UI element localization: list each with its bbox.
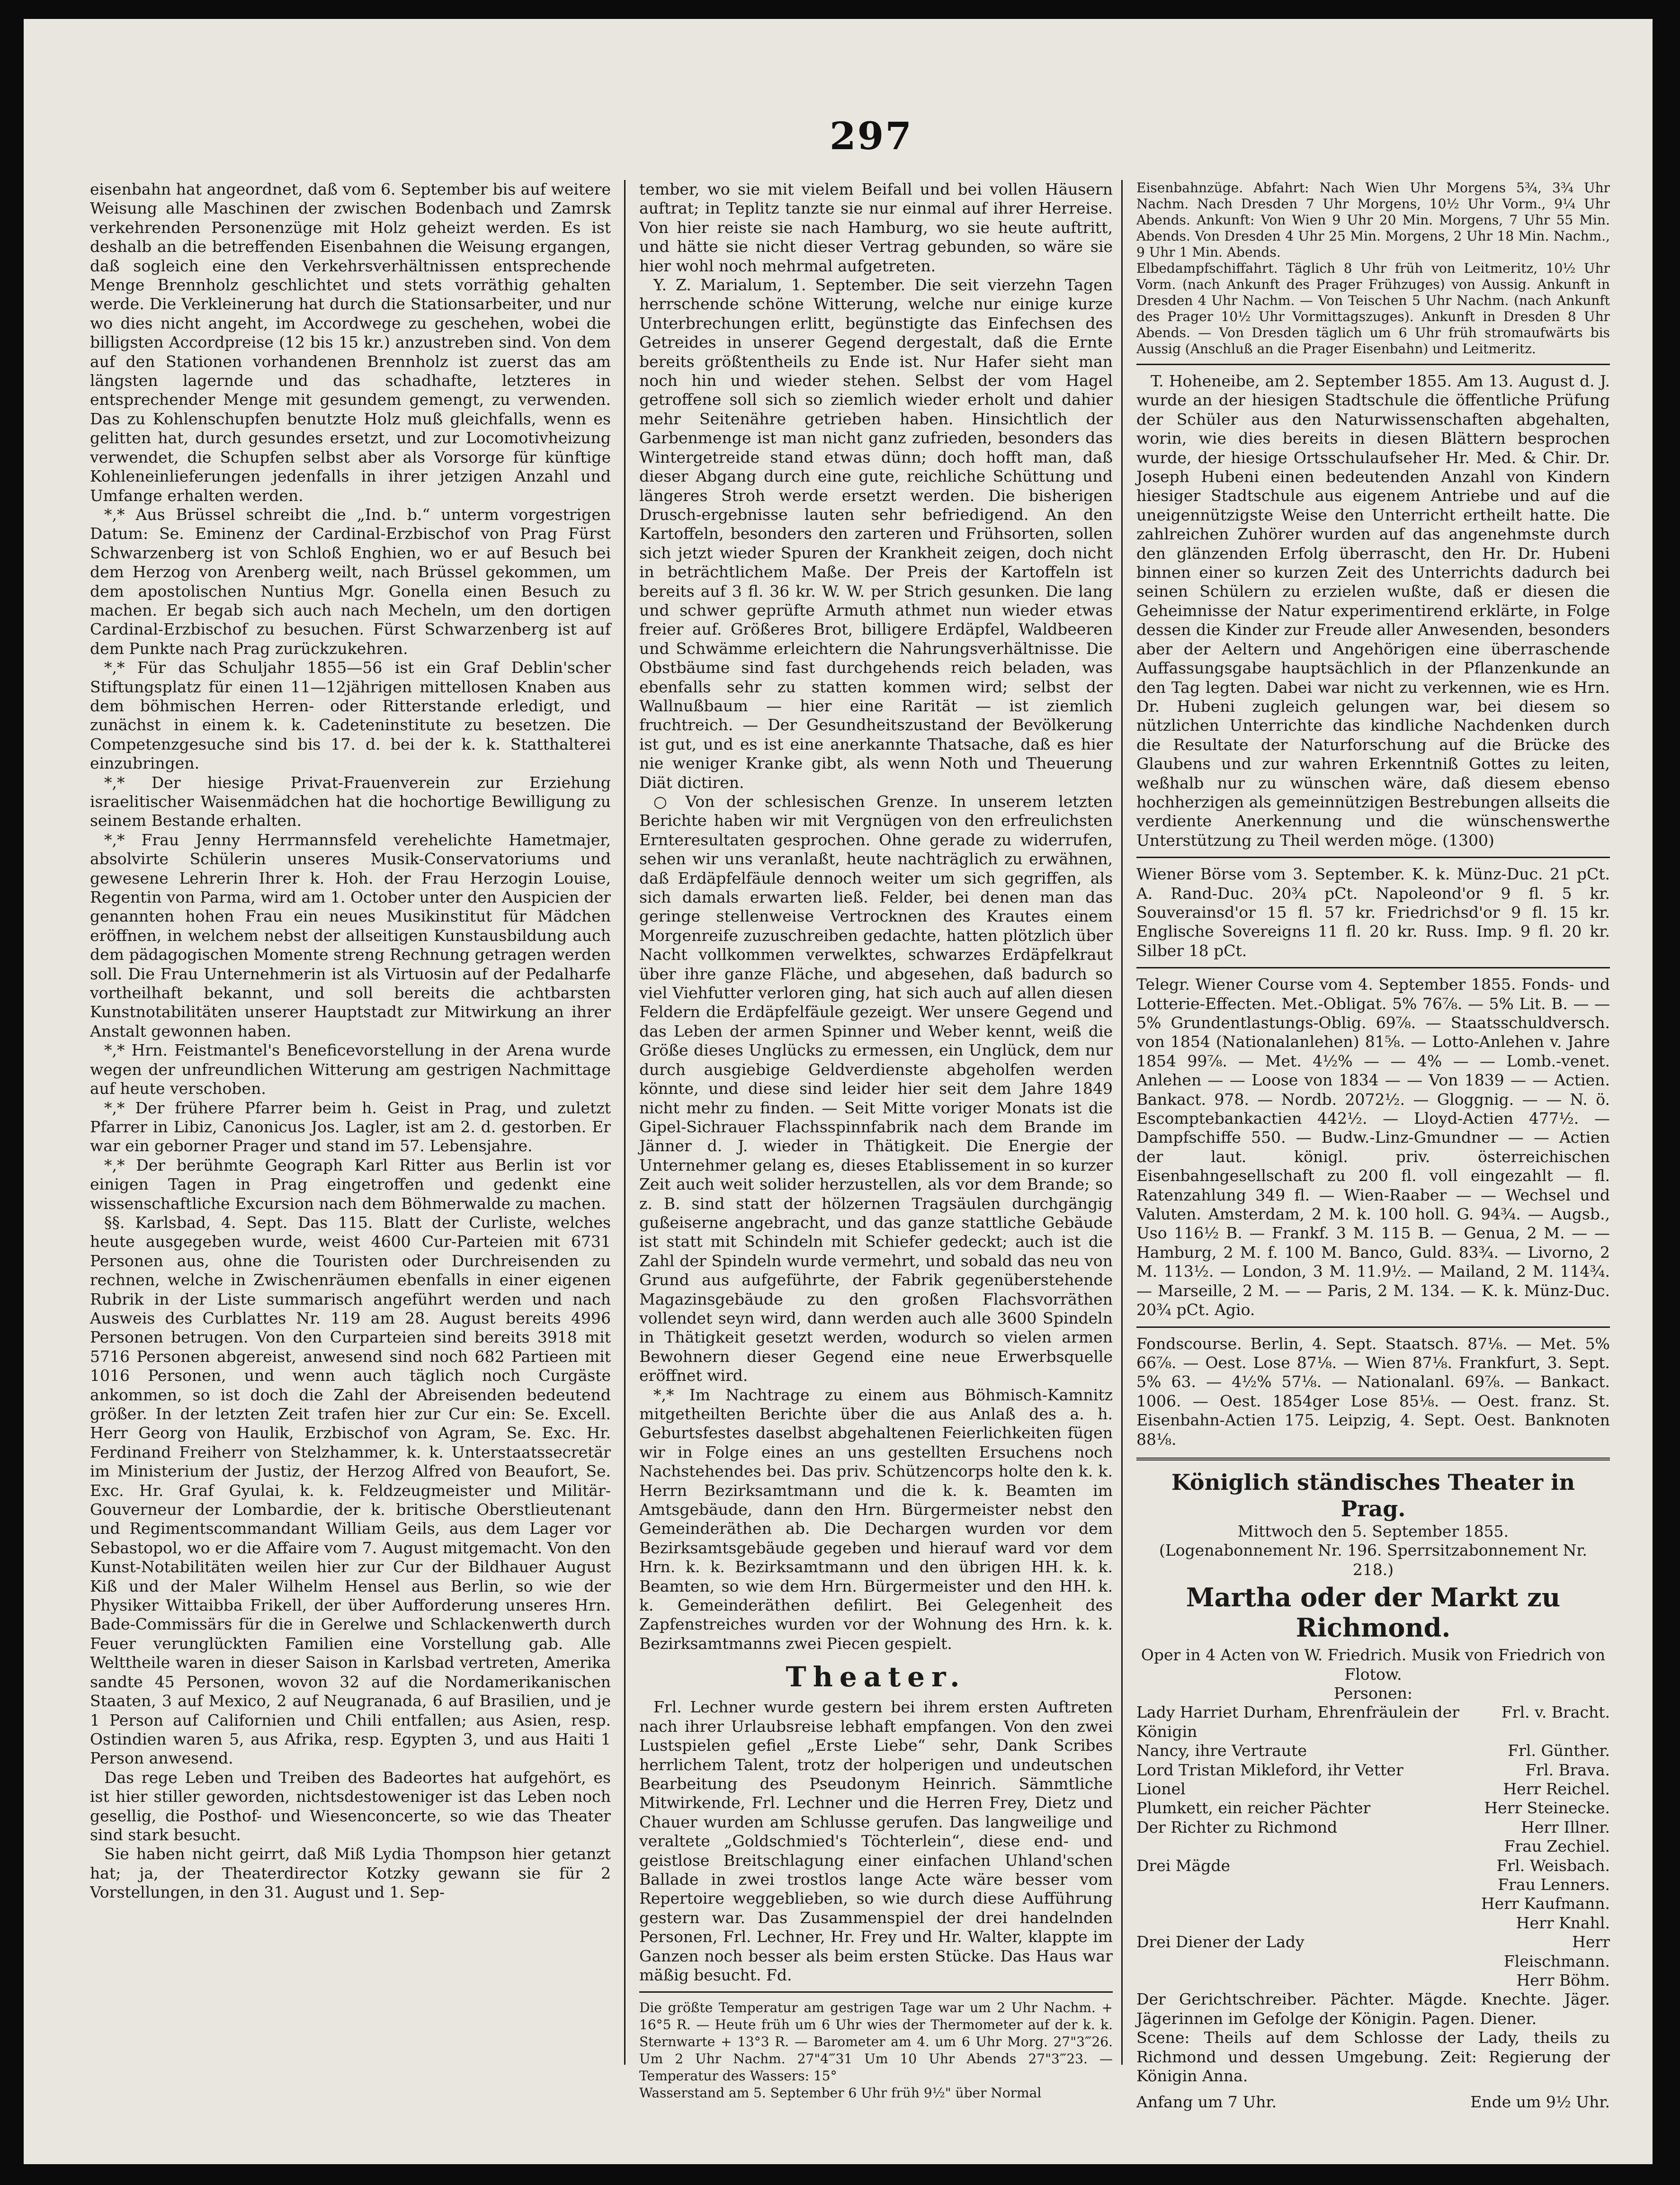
cast-row [1136, 1818, 1610, 1837]
column-right [1136, 180, 1610, 2111]
cast-role: Drei Diener der Lady [1136, 1933, 1305, 1952]
cast-row [1136, 1971, 1610, 1990]
cast-performer: Herr Fleischmann. [1503, 1933, 1610, 1970]
cast-role: Drei Mägde [1136, 1856, 1231, 1875]
cast-row [1136, 1837, 1610, 1856]
section-heading-theater: Theater. [786, 1661, 966, 1693]
cast-row [1136, 1799, 1610, 1818]
cast-row [1136, 1703, 1610, 1741]
cast-performer: Herr Böhm. [1516, 1971, 1610, 1990]
cast-role: Plumkett, ein reicher Pächter [1136, 1799, 1371, 1818]
article-paragraph: tember, wo sie mit vielem Beifall und bei vollen Häusern auftrat; in Teplitz tanzte sie nur einmal auf ihrer Herreise. Von hier reiste sie nach Hamburg, wo sie heute auftritt, und hätte sie nicht dieser Vertrag gebunden, so wäre sie hier wohl noch mehrmal aufgetreten. [639, 180, 1113, 275]
cast-performer: Frl. Weisbach. [1496, 1856, 1610, 1875]
page-number: 297 [830, 114, 913, 158]
cast-row [1136, 1780, 1610, 1799]
telegraph-courses: Telegr. Wiener Course vom 4. September 1855. Fonds- und Lotterie-Effecten. Met.-Obligat. 5% 76⅞. — 5% Lit. B. — — 5% Grundentlastungs-Oblig. 69⅞. — Staatsschuldversch. von 1854 (Nationalanlehen) 81⅝. — Lotto-Anlehen v. Jahre 1854 99⅞. — Met. 4½% — — 4% — — Lomb.-venet. Anlehen — — Loose von 1834 — — Von 1839 — — Actien. Bankact. 978. — Nordb. 2072½. — Gloggnig. — — N. ö. Escomptebankactien 442½. — Lloyd-Actien 477½. — Dampfschiffe 550. — Budw.-Linz-Gmundner — — Actien der laut. königl. priv. österreichischen Eisenbahngesellschaft zu 200 fl. voll eingezahlt — fl. Ratenzahlung 349 fl. — Wien-Raaber — — Wechsel und Valuten. Amsterdam, 2 M. k. 100 holl. G. 94¾. — Augsb., Uso 116½ B. — Frankf. 3 M. 115 B. — Genua, 2 M. — — Hamburg, 2 M. f. 100 M. Banco, Guld. 83¾. — Livorno, 2 M. 113½. — London, 3 M. 11.9½. — Mailand, 2 M. 114¾. — Marseille, 2 M. — — Paris, 2 M. 134. — K. k. Münz-Duc. 20¾ pCt. Agio. [1136, 975, 1610, 1319]
cast-performer: Herr Reichel. [1503, 1780, 1610, 1798]
article-paragraph: Das rege Leben und Treiben des Badeortes hat aufgehört, es ist hier stiller geworden, nichtsdestoweniger ist das Leben noch gesellig, die Posthof- und Wiesenconcerte, so wie das Theater sind stark besucht. [90, 1768, 611, 1844]
boerse-report: Wiener Börse vom 3. September. K. k. Münz-Duc. 21 pCt. A. Rand-Duc. 20¾ pCt. Napoleond'or 9 fl. 5 kr. Souverainsd'or 15 fl. 57 kr. Friedrichsd'or 9 fl. 15 kr. Englische Sovereigns 11 fl. 20 kr. Russ. Imp. 9 fl. 20 kr. Silber 18 pCt. [1136, 865, 1610, 960]
article-paragraph: ○ Von der schlesischen Grenze. In unserem letzten Berichte haben wir mit Vergnügen von den erfreulichsten Ernteresultaten gesprochen. Ohne gerade zu widerrufen, sehen wir uns veranlaßt, heute nachträglich zu erwähnen, daß Erdäpfelfäule dennoch weiter um sich gegriffen, als sich damals erwarten ließ. Felder, bei denen man das geringe stellenweise Vertrocknen des Krautes einem Morgenreife zuzuschreiben gedachte, hatten plötzlich über Nacht vollkommen verwelktes, schwarzes Erdäpfelkraut über ihre ganze Fläche, und abgesehen, daß badurch so viel Viehfutter verloren ging, hat sich auch auf allen diesen Feldern die Erdäpfelfäule gezeigt. Wer unsere Gegend und das Leben der armen Spinner und Weber kennt, weiß die Größe dieses Unglücks zu ermessen, ein Unglück, dem nur durch ausgiebige Geldverdienste abgeholfen werden könnte, und diese sind leider hier seit dem Jahre 1849 nicht mehr zu finden. — Seit Mitte voriger Monats ist die Gipel-Sichrauer Flachsspinnfabrik nach dem Brande im Jänner d. J. wieder in Thätigkeit. Die Energie der Unternehmer gelang es, dieses Etablissement in so kurzer Zeit auch weit solider herzustellen, als vor dem Brande; so z. B. sind statt der hölzernen Tragsäulen durchgängig gußeiserne angebracht, und das ganze stattliche Gebäude ist statt mit Schindeln mit Schiefer gedeckt; auch ist die Zahl der Spindeln wurde vermehrt, und sobald das neu von Grund aus aufgeführte, der Fabrik gegenüberstehende Magazinsgebäude zu den großen Flachsvorräthen vollendet seyn wird, dann werden auch alle 3600 Spindeln in Thätigkeit gesetzt werden, wodurch so vielen armen Bewohnern dieser Gegend eine neue Erwerbsquelle eröffnet wird. [639, 792, 1113, 1385]
divider [1136, 967, 1610, 968]
divider [639, 1991, 1113, 1993]
cast-row [1136, 1894, 1610, 1913]
article-paragraph: eisenbahn hat angeordnet, daß vom 6. September bis auf weitere Weisung alle Maschinen der zwischen Bodenbach und Zamrsk verkehrenden Personenzüge mit Holz geheizt werden. Es ist deshalb an die betreffenden Eisenbahnen die Weisung ergangen, daß sogleich eine den Verkehrsverhältnissen entsprechende Menge Brennholz geschlichtet und stets vorräthig gehalten werde. Die Verkleinerung hat durch die Stationsarbeiter, und nur wo dies nicht angeht, im Accordwege zu geschehen, wobei die billigsten Accordpreise (12 bis 15 kr.) anzustreben sind. Von dem auf den Stationen vorhandenen Brennholz ist zuerst das am längsten lagernde und das schadhafte, letzteres in entsprechender Menge mit gesundem gemengt, zu verwenden. Das zu Kohlenschupfen benutzte Holz muß gleichfalls, wenn es gelitten hat, durch gesundes ersetzt, und zur Locomotivheizung verwendet, die Schupfen selbst aber als Vorsorge für künftige Kohleneinlieferungen jedenfalls in ihrer jetzigen Anzahl und Umfange erhalten werden. [90, 180, 611, 505]
article-paragraph: *,* Der frühere Pfarrer beim h. Geist in Prag, und zuletzt Pfarrer in Libiz, Canonicus Jos. Lagler, ist am 2. d. gestorben. Er war ein geborner Prager und stand im 57. Lebensjahre. [90, 1098, 611, 1155]
cast-performer: Frl. Brava. [1525, 1760, 1610, 1779]
weather-report: Die größte Temperatur am gestrigen Tage war um 2 Uhr Nachm. + 16°5 R. — Heute früh um 6 Uhr wies der Thermometer auf der k. k. Sternwarte + 13°3 R. — Barometer am 4. um 6 Uhr Morg. 27"3‴26. Um 2 Uhr Nachm. 27"4‴31 Um 10 Uhr Abends 27"3‴23. — Temperatur des Wassers: 15° [639, 2000, 1113, 2084]
article-paragraph: §§. Karlsbad, 4. Sept. Das 115. Blatt der Curliste, welches heute ausgegeben wurde, weist 4600 Cur-Parteien mit 6731 Personen aus, ohne die Touristen oder Durchreisenden zu rechnen, welche in Zwischenräumen ebenfalls in einer eigenen Rubrik in der Liste summarisch angeführt werden und nach Ausweis des Curblattes Nr. 119 am 28. August bereits 4996 Personen betrugen. Von den Curparteien sind bereits 3918 mit 5716 Personen abgereist, anwesend sind noch 682 Partieen mit 1016 Personen, und wenn auch täglich noch Curgäste ankommen, so ist doch die Zahl der Abreisenden bedeutend größer. In der letzten Zeit trafen hier zur Cur ein: Se. Excell. Herr Georg von Haulik, Erzbischof von Agram, Se. Exc. Hr. Ferdinand Freiherr von Stelzhammer, k. k. Unterstaatssecretär im Ministerium der Justiz, der Herzog Alfred von Beaufort, Se. Exc. Hr. Graf Gyulai, k. k. Feldzeugmeister und Militär-Gouverneur der Lombardie, der k. britische Oberstlieutenant und Regimentscommandant William Geils, aus dem Lager vor Sebastopol, wo er die Affaire vom 7. August mitgemacht. Von den Kunst-Notabilitäten weilen hier zur Cur der Bildhauer August Kiß und der Maler Wilhelm Hensel aus Berlin, so wie der Physiker Wittaibba Frikell, der über Aufforderung unseres Hrn. Bade-Commissärs für die in Gerelwe und Schlackenwerth durch Feuer verunglückten Familien eine Vorstellung gab. Alle Welttheile waren in dieser Saison in Karlsbad vertreten, Amerika sandte 45 Personen, wovon 32 auf die Nordamerikanischen Staaten, 3 auf Mexico, 2 auf Neugranada, 6 auf Brasilien, und je 1 Person auf Californien und Chili entfallen; aus Asien, resp. Ostindien waren 5, aus Afrika, resp. Egypten 3, und aus Haiti 1 Person anwesend. [90, 1213, 611, 1768]
article-paragraph: *,* Im Nachtrage zu einem aus Böhmisch-Kamnitz mitgetheilten Berichte über die aus Anlaß des a. h. Geburtsfestes daselbst abgehaltenen Feierlichkeiten fügen wir in Folge eines an uns gestellten Ersuchens noch Nachstehendes bei. Das priv. Schützencorps holte den k. k. Herrn Bezirksamtmann und die k. k. Beamten im Amtsgebäude, dann den Hrn. Bürgermeister nebst den Gemeinderäthen ab. Die Dechargen wurden vor dem Bezirksamtsgebäude gegeben und hierauf ward vor dem Hrn. k. k. Bezirksamtmann und den übrigen HH. k. k. Beamten, so wie dem Hrn. Bürgermeister und den HH. k. k. Gemeinderäthen defilirt. Bei Gelegenheit des Zapfenstreiches wurden vor der Wohnung des Hrn. k. k. Bezirksamtmanns zwei Piecen gespielt. [639, 1385, 1113, 1653]
cast-performer: Frl. Günther. [1508, 1741, 1610, 1760]
article-paragraph: Sie haben nicht geirrt, daß Miß Lydia Thompson hier getanzt hat; ja, der Theaterdirector Kotzky gewann sie für 2 Vorstellungen, in den 31. August und 1. Sep- [90, 1845, 611, 1902]
theater-review: Frl. Lechner wurde gestern bei ihrem ersten Auftreten nach ihrer Urlaubsreise lebhaft empfangen. Von den zwei Lustspielen gefiel „Erste Liebe“ sehr, Dank Scribes herrlichem Talent, trotz der holperigen und undeutschen Bearbeitung des Pseudonym Heinrich. Sämmtliche Mitwirkende, Frl. Lechner und die Herren Frey, Dietz und Chauer wurden am Schlusse gerufen. Das langweilige und veraltete „Goldschmied's Töchterlein“, diese end- und geistlose Breitschlagung einer einfachen Uhland'schen Ballade in zwei trostlos lange Acte wäre besser vom Repertoire weggeblieben, so wie durch diese Aufführung gestern war. Das Zusammenspiel der drei handelnden Personen, Frl. Lechner, Hr. Frey und Hr. Walter, klappte im Ganzen noch besser als beim ersten Stücke. Das Haus war mäßig besucht. Fd. [639, 1698, 1113, 1984]
cast-performer: Frl. v. Bracht. [1501, 1703, 1610, 1722]
fonds-courses: Fondscourse. Berlin, 4. Sept. Staatsch. 87⅛. — Met. 5% 66⅞. — Oest. Lose 87⅛. — Wien 87⅛. Frankfurt, 3. Sept. 5% 63. — 4½% 57⅛. — Nationalanl. 69⅞. — Bankact. 1006. — Oest. 1854ger Lose 85⅛. — Oest. franz. St. Eisenbahn-Actien 175. Leipzig, 4. Sept. Oest. Banknoten 88⅛. [1136, 1334, 1610, 1449]
school-report: T. Hoheneibe, am 2. September 1855. Am 13. August d. J. wurde an der hiesigen Stadtschule die öffentliche Prüfung der Schüler aus den Naturwissenschaften abgehalten, worin, wie dies bereits in diesen Blättern besprochen wurde, der hiesige Ortsschulaufseher Hr. Med. & Chir. Dr. Joseph Hubeni einen bedeutenden Anzahl von Kindern hiesiger Stadtschule aus eigenem Antriebe und auf die uneigennützigste Weise den Unterricht ertheilt hatte. Die zahlreichen Zuhörer wurden auf das angenehmste durch den glänzenden Erfolg überrascht, den Hr. Dr. Hubeni binnen einer so kurzen Zeit des Unterrichts dadurch bei seinen Schülern zu erzielen wußte, daß er diesen die Geheimnisse der Natur experimentirend erklärte, in Folge dessen die Kinder zur Freude aller Anwesenden, besonders aber der Aeltern und Angehörigen eine überraschende Auffassungsgabe hauptsächlich in der Pflanzenkunde an den Tag legten. Dabei war nicht zu verkennen, wie es Hrn. Dr. Hubeni zugleich gelungen war, bei diesem so nützlichen Unterrichte das kindliche Nachdenken durch die Resultate der Naturforschung auf die Brücke des Glaubens und zur wahren Erkenntniß Gottes zu leiten, weßhalb nur zu wünschen wäre, daß diesem ebenso hochherzigen als gemeinnützigen Bestrebungen allseits die verdiente Anerkennung und die wünschenswerthe Unterstützung zu Theil werden möge. (1300) [1136, 372, 1610, 850]
cast-role [1136, 1894, 1470, 1913]
cast-role: Lady Harriet Durham, Ehrenfräulein der Königin [1136, 1703, 1459, 1741]
article-paragraph: Y. Z. Marialum, 1. September. Die seit vierzehn Tagen herrschende schöne Witterung, welche nur einige kurze Unterbrechungen erlitt, begünstigte das Einfechsen des Getreides in unserer Gegend dergestalt, daß die Ernte bereits größtentheils zu Ende ist. Nur Hafer sieht man noch hin und wieder stehen. Selbst der vom Hagel getroffene soll sich so ziemlich wieder erholt und dahier mehr Seitenähre getrieben haben. Hinsichtlich der Garbenmenge ist man nicht ganz zufrieden, besonders das Wintergetreide stand etwas dünn; doch hofft man, daß dieser Abgang durch eine gute, reichliche Schüttung und längeres Stroh werde ersetzt werden. Die bisherigen Drusch-ergebnisse lauten sehr befriedigend. An den Kartoffeln, besonders den zarteren und Frühsorten, sollen sich jetzt wieder Spuren der Krankheit zeigen, doch nicht in beträchtlichem Maße. Der Preis der Kartoffeln ist bereits auf 3 fl. 36 kr. W. W. per Strich gesunken. Die lang und schwer geprüfte Armuth athmet nun wieder etwas freier auf. Größeres Brot, billigere Erdäpfel, Waldbeeren und Schwämme erleichtern die Nahrungsverhältnisse. Die Obstbäume sind fast durchgehends reich beladen, was ebenfalls sehr zu statten kommen wird; selbst der Wallnußbaum — hier eine Rarität — ist ziemlich fruchtreich. — Der Gesundheitszustand der Bevölkerung ist gut, und es ist eine anerkannte Thatsache, daß es hier nie weniger Kranke gibt, als wenn Noth und Theuerung Diät dictiren. [639, 276, 1113, 792]
article-paragraph: *,* Der berühmte Geograph Karl Ritter aus Berlin ist vor einigen Tagen in Prag eingetroffen und gedenkt eine wissenschaftliche Excursion nach dem Böhmerwalde zu machen. [90, 1155, 611, 1213]
column-rule [624, 180, 626, 2065]
rail-timetable: Eisenbahnzüge. Abfahrt: Nach Wien Uhr Morgens 5¾, 3¾ Uhr Nachm. Nach Dresden 7 Uhr Morgens, 10½ Uhr Vorm., 9¼ Uhr Abends. Ankunft: Von Wien 9 Uhr 20 Min. Morgens, 7 Uhr 55 Min. Abends. Von Dresden 4 Uhr 25 Min. Morgens, 2 Uhr 18 Min. Nachm., 9 Uhr 1 Min. Abends. [1136, 180, 1610, 260]
article-paragraph: *,* Aus Brüssel schreibt die „Ind. b.“ unterm vorgestrigen Datum: Se. Eminenz der Cardinal-Erzbischof von Prag Fürst Schwarzenberg ist von Schloß Enghien, wo er auf Besuch bei dem Herzog von Arenberg weilt, nach Brüssel gekommen, um dem apostolischen Nuntius Mgr. Gonella einen Besuch zu machen. Er begab sich auch nach Mecheln, um den dortigen Cardinal-Erzbischof zu besuchen. Fürst Schwarzenberg ist auf dem Punkte nach Prag zurückzukehren. [90, 505, 611, 658]
divider [1136, 364, 1610, 365]
cast-role [1136, 1837, 1470, 1856]
cast-role: Nancy, ihre Vertraute [1136, 1741, 1307, 1760]
theater-date: Mittwoch den 5. September 1855. [1237, 1522, 1509, 1540]
cast-row [1136, 1914, 1610, 1933]
start-time: Anfang um 7 Uhr. [1136, 2092, 1277, 2111]
cast-row [1136, 1875, 1610, 1894]
column-left [90, 180, 611, 2065]
scene-description: Scene: Theils auf dem Schlosse der Lady, theils zu Richmond und dessen Umgebung. Zeit: Regierung der Königin Anna. [1136, 2028, 1610, 2086]
column-rule [1121, 180, 1123, 2065]
theater-abonnement: (Logenabonnement Nr. 196. Sperrsitzabonnement Nr. 218.) [1159, 1541, 1588, 1579]
cast-performer: Herr Steinecke. [1484, 1799, 1610, 1818]
cast-performer: Frau Lenners. [1498, 1875, 1610, 1894]
article-paragraph: *,* Der hiesige Privat-Frauenverein zur Erziehung israelitischer Waisenmädchen hat die hochortige Bewilligung zu seinem Bestande erhalten. [90, 773, 611, 830]
cast-role: Lionel [1136, 1780, 1186, 1798]
performance-times [1136, 2093, 1610, 2112]
divider [1136, 857, 1610, 858]
newspaper-page [24, 19, 1653, 2164]
water-level: Wasserstand am 5. September 6 Uhr früh 9½" über Normal [639, 2085, 1042, 2101]
cast-list [1136, 1703, 1610, 1990]
opera-title: Martha oder der Markt zu Richmond. [1186, 1582, 1561, 1643]
cast-row [1136, 1761, 1610, 1780]
column-middle [639, 180, 1113, 2101]
cast-role [1136, 1875, 1470, 1894]
cast-performer: Herr Knahl. [1516, 1913, 1610, 1932]
article-paragraph: *,* Hrn. Feistmantel's Beneficevorstellung in der Arena wurde wegen der unfreundlichen Witterung am gestrigen Nachmittage auf heute verschoben. [90, 1041, 611, 1098]
cast-role: Lord Tristan Mikleford, ihr Vetter [1136, 1760, 1403, 1779]
opera-subtitle: Oper in 4 Acten von W. Friedrich. Musik von Friedrich von Flotow. [1141, 1646, 1606, 1684]
cast-role [1136, 1971, 1470, 1990]
cast-performer: Herr Illner. [1521, 1818, 1610, 1836]
persons-label: Personen: [1334, 1684, 1412, 1702]
cast-performer: Frau Zechiel. [1504, 1837, 1610, 1856]
cast-note: Der Gerichtschreiber. Pächter. Mägde. Knechte. Jäger. Jägerinnen im Gefolge der Königin. Pagen. Diener. [1136, 1990, 1610, 2028]
divider [1136, 1458, 1610, 1460]
divider [1136, 1326, 1610, 1328]
article-paragraph: *,* Frau Jenny Herrmannsfeld verehelichte Hametmajer, absolvirte Schülerin unseres Musik-Conservatoriums und gewesene Lehrerin Ihrer k. Hoh. der Frau Herzogin Louise, Regentin von Parma, wird am 1. October unter den Auspicien der genannten hohen Frau ein neues Musikinstitut für Mädchen eröffnen, in welchem nebst der allseitigen Kunstausbildung auch dem pädagogischen Momente streng Rechnung getragen werden soll. Die Frau Unternehmerin ist als Virtuosin auf der Pedalharfe vortheilhaft bekannt, und soll bereits die achtbarsten Kunstnotabilitäten unserer Hauptstadt zur Mitwirkung an ihrer Anstalt gewonnen haben. [90, 830, 611, 1040]
cast-row [1136, 1741, 1610, 1760]
cast-row [1136, 1856, 1610, 1875]
steamship-timetable: Elbedampfschiffahrt. Täglich 8 Uhr früh von Leitmeritz, 10½ Uhr Vorm. (nach Ankunft des Prager Frühzuges) von Aussig. Ankunft in Dresden 4 Uhr Nachm. — Von Teischen 5 Uhr Nachm. (nach Ankunft des Prager 10½ Uhr Vormittagszuges). Ankunft in Dresden 8 Uhr Abends. — Von Dresden täglich um 6 Uhr früh stromaufwärts bis Aussig (Anschluß an die Prager Eisenbahn) und Leitmeritz. [1136, 260, 1610, 357]
cast-row [1136, 1933, 1610, 1971]
theater-announcement-title: Königlich ständisches Theater in Prag. [1171, 1469, 1575, 1522]
article-paragraph: *,* Für das Schuljahr 1855—56 ist ein Graf Deblin'scher Stiftungsplatz für einen 11—12jährigen mittellosen Knaben aus dem böhmischen Herren- oder Ritterstande erledigt, und zunächst in einem k. k. Cadeteninstitute zu besetzen. Die Competenzgesuche sind bis 17. d. bei der k. k. Statthalterei einzubringen. [90, 658, 611, 773]
cast-role [1136, 1914, 1470, 1933]
end-time: Ende um 9½ Uhr. [1470, 2092, 1610, 2111]
cast-role: Der Richter zu Richmond [1136, 1818, 1338, 1836]
cast-performer: Herr Kaufmann. [1481, 1894, 1610, 1913]
